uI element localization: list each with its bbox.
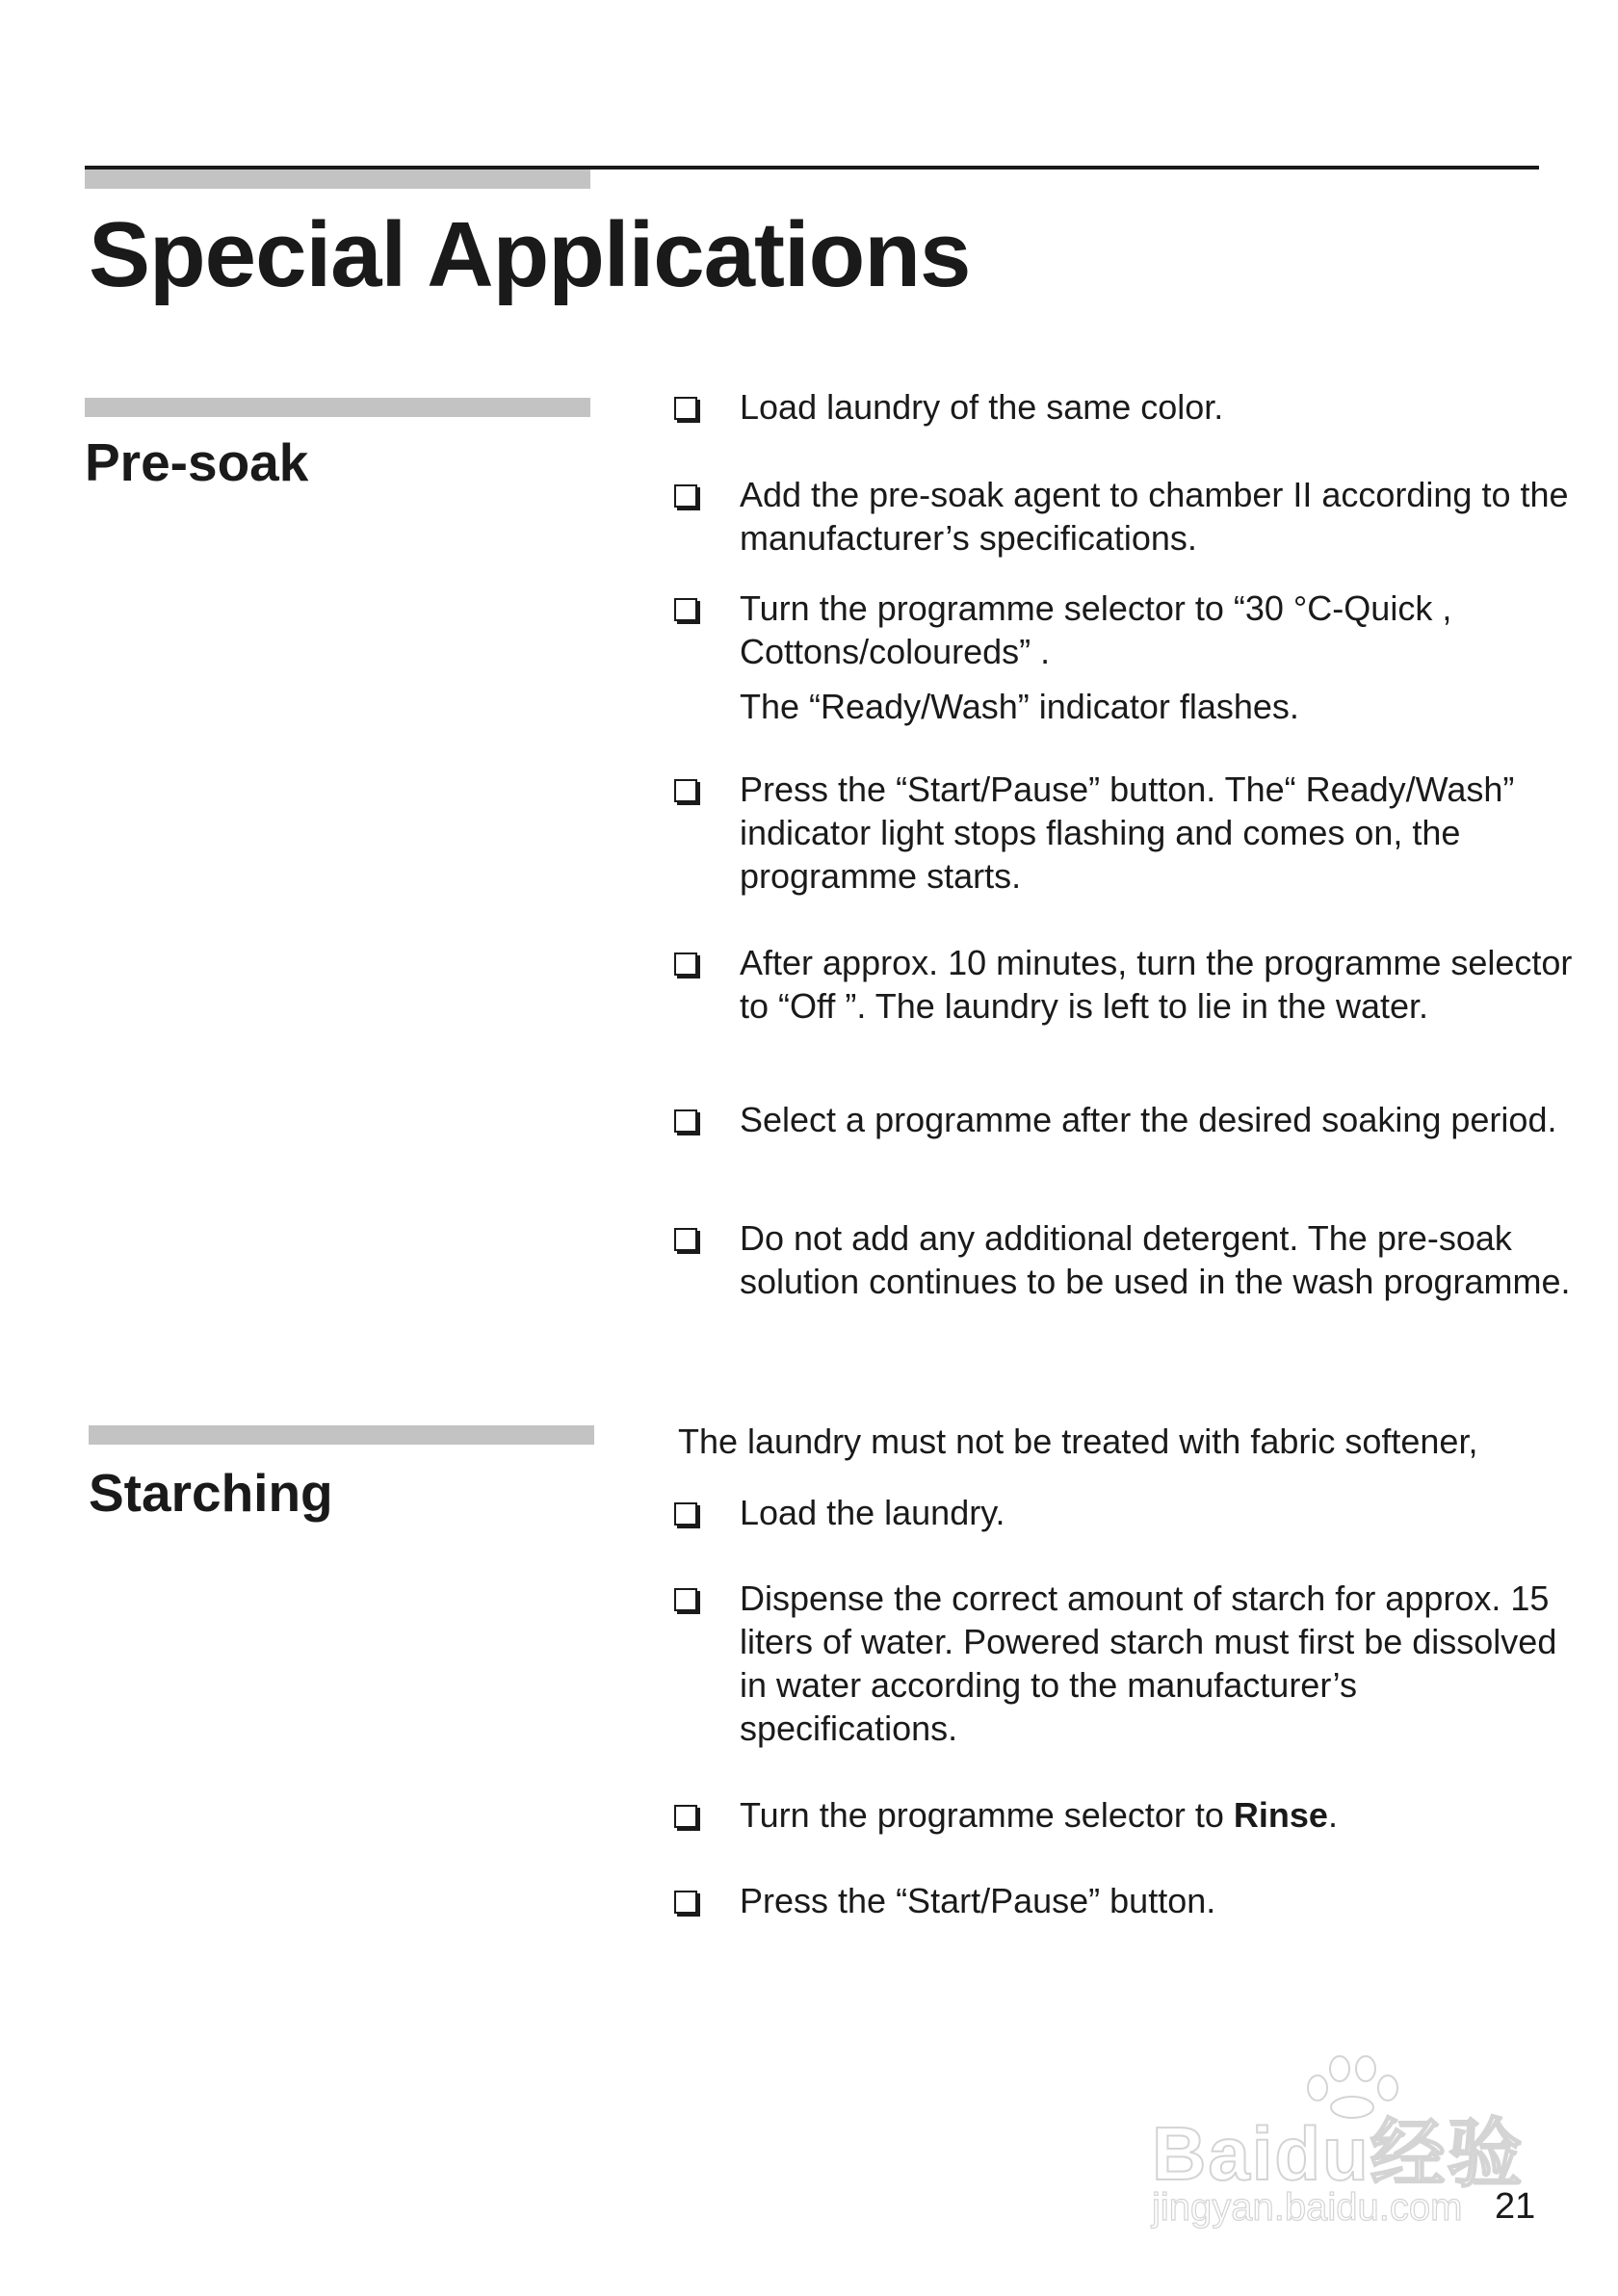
checkbox-icon [674,1502,697,1526]
checkbox-icon [674,598,697,621]
presoak-step-1: Load laundry of the same color. [674,385,1579,429]
starching-step-2: Dispense the correct amount of starch for approx. 15 liters of water. Powered starch must first be dissolved in water according to the manufacturer’s specifications. [674,1577,1579,1750]
checkbox-icon [674,1109,697,1133]
watermark-brand: Baidu经验 [1152,2111,1525,2196]
starching-step-1: Load the laundry. [674,1491,1579,1534]
rinse-label: Rinse [1233,1795,1328,1835]
presoak-step-3: Turn the programme selector to “30 °C-Quick , Cottons/coloureds” . The “Ready/Wash” indicator flashes. [674,587,1579,728]
presoak-step-2: Add the pre-soak agent to chamber II according to the manufacturer’s specifications. [674,473,1579,560]
checkbox-icon [674,1805,697,1828]
starching-heading: Starching [89,1463,333,1523]
header-accent-bar [85,170,590,189]
checkbox-icon [674,1891,697,1914]
presoak-step-6: Select a programme after the desired soaking period. [674,1098,1579,1141]
checkbox-icon [674,952,697,976]
presoak-step-7: Do not add any additional detergent. The pre-soak solution continues to be used in the wash programme. [674,1216,1579,1303]
presoak-section-bar [85,398,590,417]
starching-intro: The laundry must not be treated with fabric softener, [678,1422,1478,1461]
presoak-step-3-note: The “Ready/Wash” indicator flashes. [740,687,1299,726]
starching-step-4: Press the “Start/Pause” button. [674,1879,1579,1922]
starching-section-bar [89,1425,594,1445]
header-rule [85,166,1539,170]
presoak-step-4: Press the “Start/Pause” button. The“ Ready/Wash” indicator light stops flashing and comes on, the programme starts. [674,768,1579,898]
starching-step-3: Turn the programme selector to Rinse. [674,1793,1579,1837]
checkbox-icon [674,779,697,802]
presoak-heading: Pre-soak [85,432,309,492]
checkbox-icon [674,397,697,420]
page-number: 21 [1495,2186,1536,2227]
checkbox-icon [674,1228,697,1251]
checkbox-icon [674,1588,697,1611]
presoak-step-5: After approx. 10 minutes, turn the programme selector to “Off ”. The laundry is left to lie in the water. [674,941,1579,1028]
checkbox-icon [674,484,697,508]
page-title: Special Applications [89,203,971,306]
watermark-url: jingyan.baidu.com [1152,2186,1463,2229]
